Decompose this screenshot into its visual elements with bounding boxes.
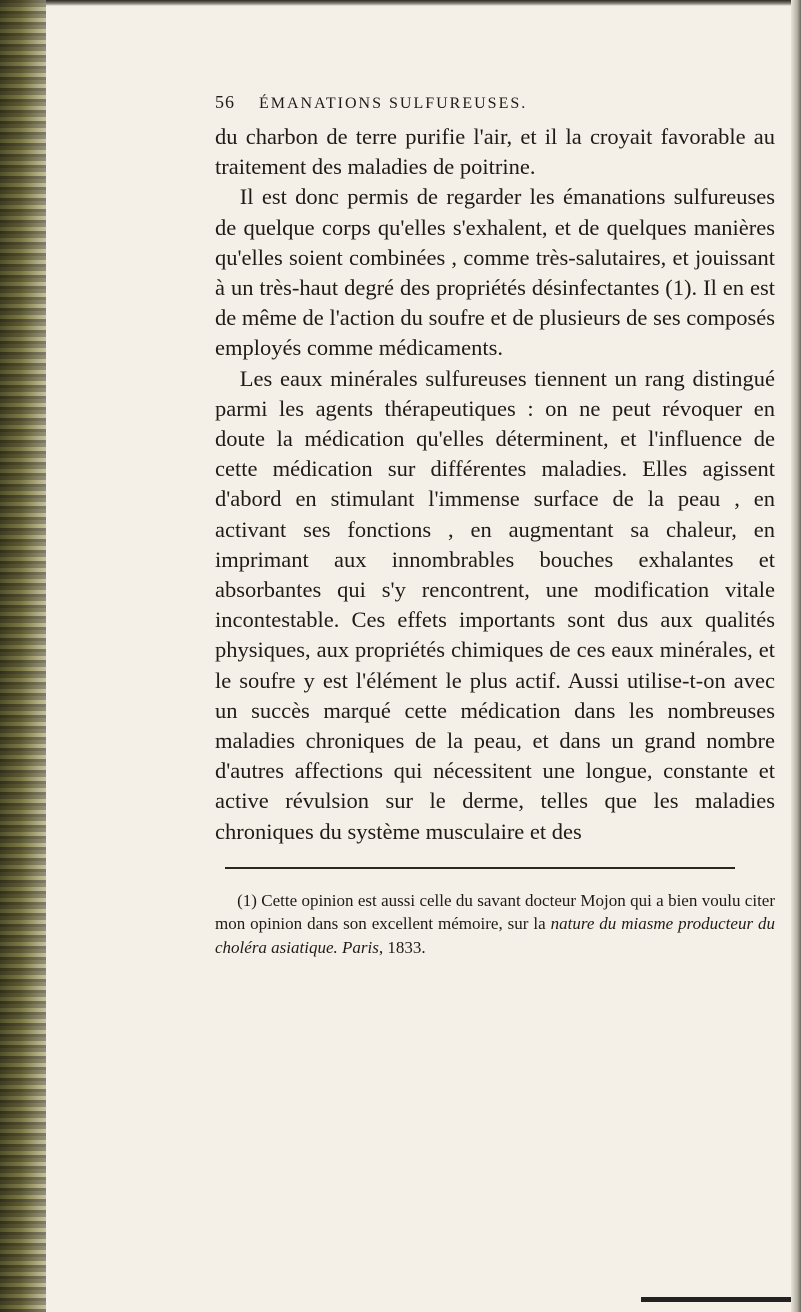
paragraph-2: Il est donc permis de regarder les émanations sulfureuses de quelque corps qu'elles s'exhalent, et de quelques manières qu'elles soient combinées , comme très-salutaires, et jouissant à un très-haut degré des propriétés désinfectantes (1). Il en est de même de l'action du soufre et de plusieurs de ses composés employés comme médicaments.: [215, 184, 775, 361]
page-number: 56: [215, 92, 235, 112]
footnote-text: Cette opinion est aussi celle du savant docteur Mojon qui a bien voulu citer mon opinion dans son excellent mémoire, sur la: [215, 890, 776, 934]
scan-left-gutter: [0, 0, 46, 1312]
body-text: [215, 122, 775, 847]
footnote: [215, 889, 775, 960]
scan-bottom-mark: [641, 1297, 791, 1302]
footnote-cited-title: nature du miasme producteur du choléra asiatique.: [215, 914, 776, 957]
scan-top-edge: [46, 0, 791, 6]
footnote-marker: (1): [237, 890, 257, 910]
paragraph-3: Les eaux minérales sulfureuses tiennent un rang distingué parmi les agents thérapeutiques : on ne peut révoquer en doute la médication qu'elles déterminent, et l'influence de cette médication sur différentes maladies. Elles agissent d'abord en stimulant l'immense surface de la peau , en activant ses fonctions , en augmentant sa chaleur, en imprimant aux innombrables bouches exhalantes et absorbantes qui s'y rencontrent, une modification vitale incontestable. Ces effets importants sont dus aux qualités physiques, aux propriétés chimiques de ces eaux minérales, et le soufre y est l'élément le plus actif. Aussi utilise-t-on avec un succès marqué cette médication dans les nombreuses maladies chroniques de la peau, et dans un grand nombre d'autres affections qui nécessitent une longue, constante et active révulsion sur le derme, telles que les maladies chroniques du système musculaire et des: [215, 365, 775, 844]
scan-right-gutter: [791, 0, 801, 1312]
footnote-place: Paris: [342, 937, 379, 957]
running-title: ÉMANATIONS SULFUREUSES.: [259, 95, 528, 112]
book-page: [215, 92, 775, 959]
paragraph-1: du charbon de terre purifie l'air, et il la croyait favorable au traitement des maladies de poitrine.: [215, 124, 775, 180]
page-header: [215, 92, 775, 122]
footnote-rule: [225, 867, 735, 869]
footnote-year: , 1833.: [378, 937, 426, 957]
